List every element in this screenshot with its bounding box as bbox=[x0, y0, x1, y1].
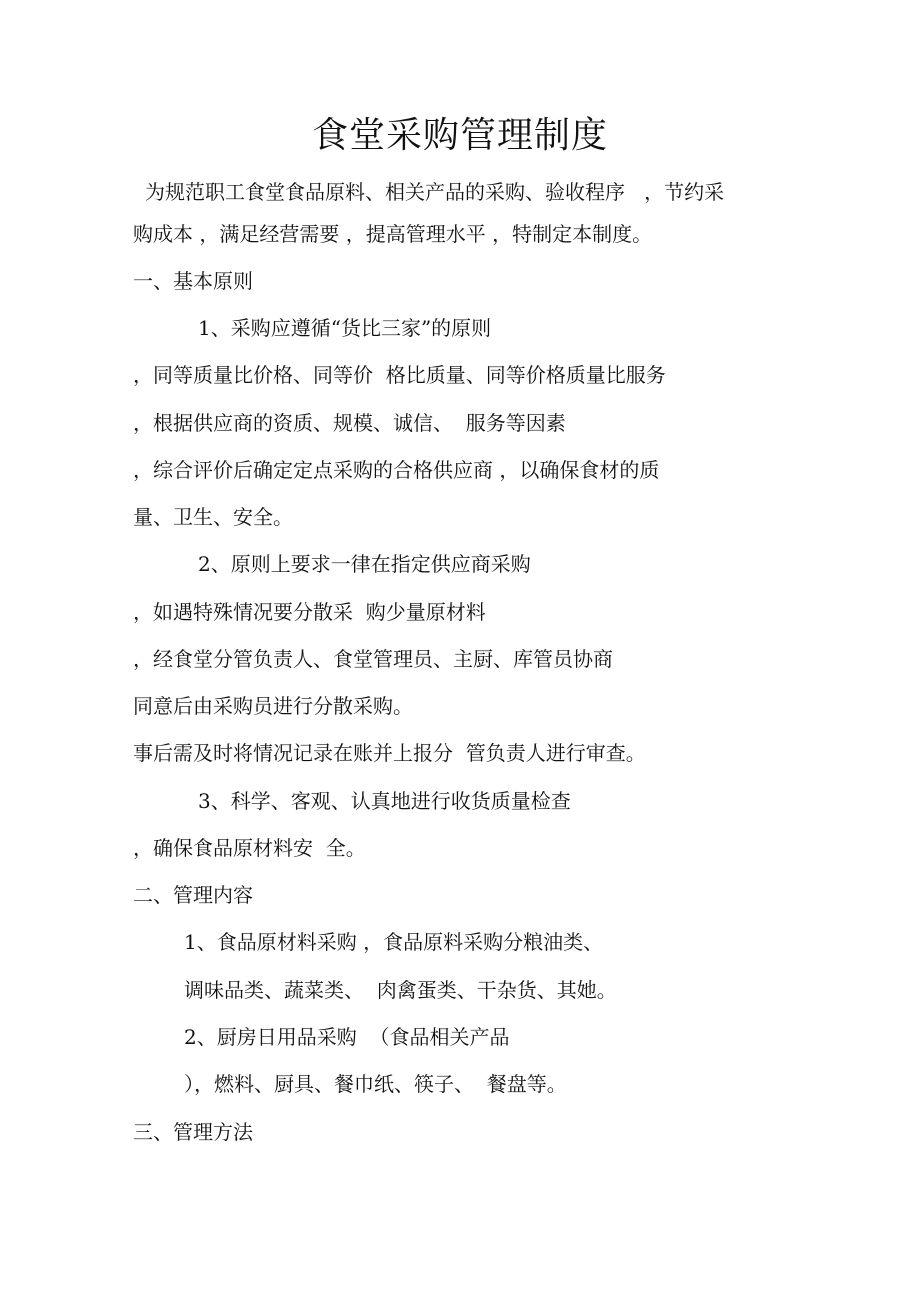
principle-heading: 1、采购应遵循“货比三家”的原则 bbox=[198, 316, 492, 340]
paragraph-line: ，同等质量比价格、同等价 格比质量、同等价格质量比服务 bbox=[133, 363, 666, 387]
content-item: 2、厨房日用品采购 （食品相关产品 bbox=[184, 1025, 510, 1049]
content-item: ），燃料、厨具、餐巾纸、筷子、 餐盘等。 bbox=[184, 1072, 567, 1096]
paragraph-line: 同意后由采购员进行分散采购。 bbox=[133, 694, 413, 718]
paragraph-line: 购成本 ，满足经营需要 ，提高管理水平 ，特制定本制度。 bbox=[133, 222, 653, 246]
paragraph-line: 为规范职工食堂食品原料、相关产品的采购、验收程序 ，节约采 bbox=[145, 180, 725, 204]
section-heading: 二、管理内容 bbox=[133, 883, 253, 907]
section-heading: 三、管理方法 bbox=[133, 1120, 253, 1144]
paragraph-line: ，经食堂分管负责人、食堂管理员、主厨、库管员协商 bbox=[133, 647, 613, 671]
paragraph-line: ，确保食品原材料安 全。 bbox=[133, 836, 366, 860]
paragraph-line: 量、卫生、安全。 bbox=[133, 505, 293, 529]
principle-heading: 3、科学、客观、认真地进行收货质量检查 bbox=[198, 789, 571, 813]
paragraph-line: ，根据供应商的资质、规模、诚信、 服务等因素 bbox=[133, 411, 566, 435]
paragraph-line: ，如遇特殊情况要分散采 购少量原材料 bbox=[133, 600, 486, 624]
principle-heading: 2、原则上要求一律在指定供应商采购 bbox=[198, 552, 531, 576]
section-heading: 一、基本原则 bbox=[133, 269, 253, 293]
content-item: 调味品类、蔬菜类、 肉禽蛋类、干杂货、其她。 bbox=[184, 978, 617, 1002]
paragraph-line: ，综合评价后确定定点采购的合格供应商 ，以确保食材的质 bbox=[133, 458, 660, 482]
paragraph-line: 事后需及时将情况记录在账并上报分 管负责人进行审查。 bbox=[133, 741, 646, 765]
content-item: 1、食品原材料采购 ，食品原料采购分粮油类、 bbox=[184, 930, 604, 954]
document-title: 食堂采购管理制度 bbox=[311, 115, 608, 156]
